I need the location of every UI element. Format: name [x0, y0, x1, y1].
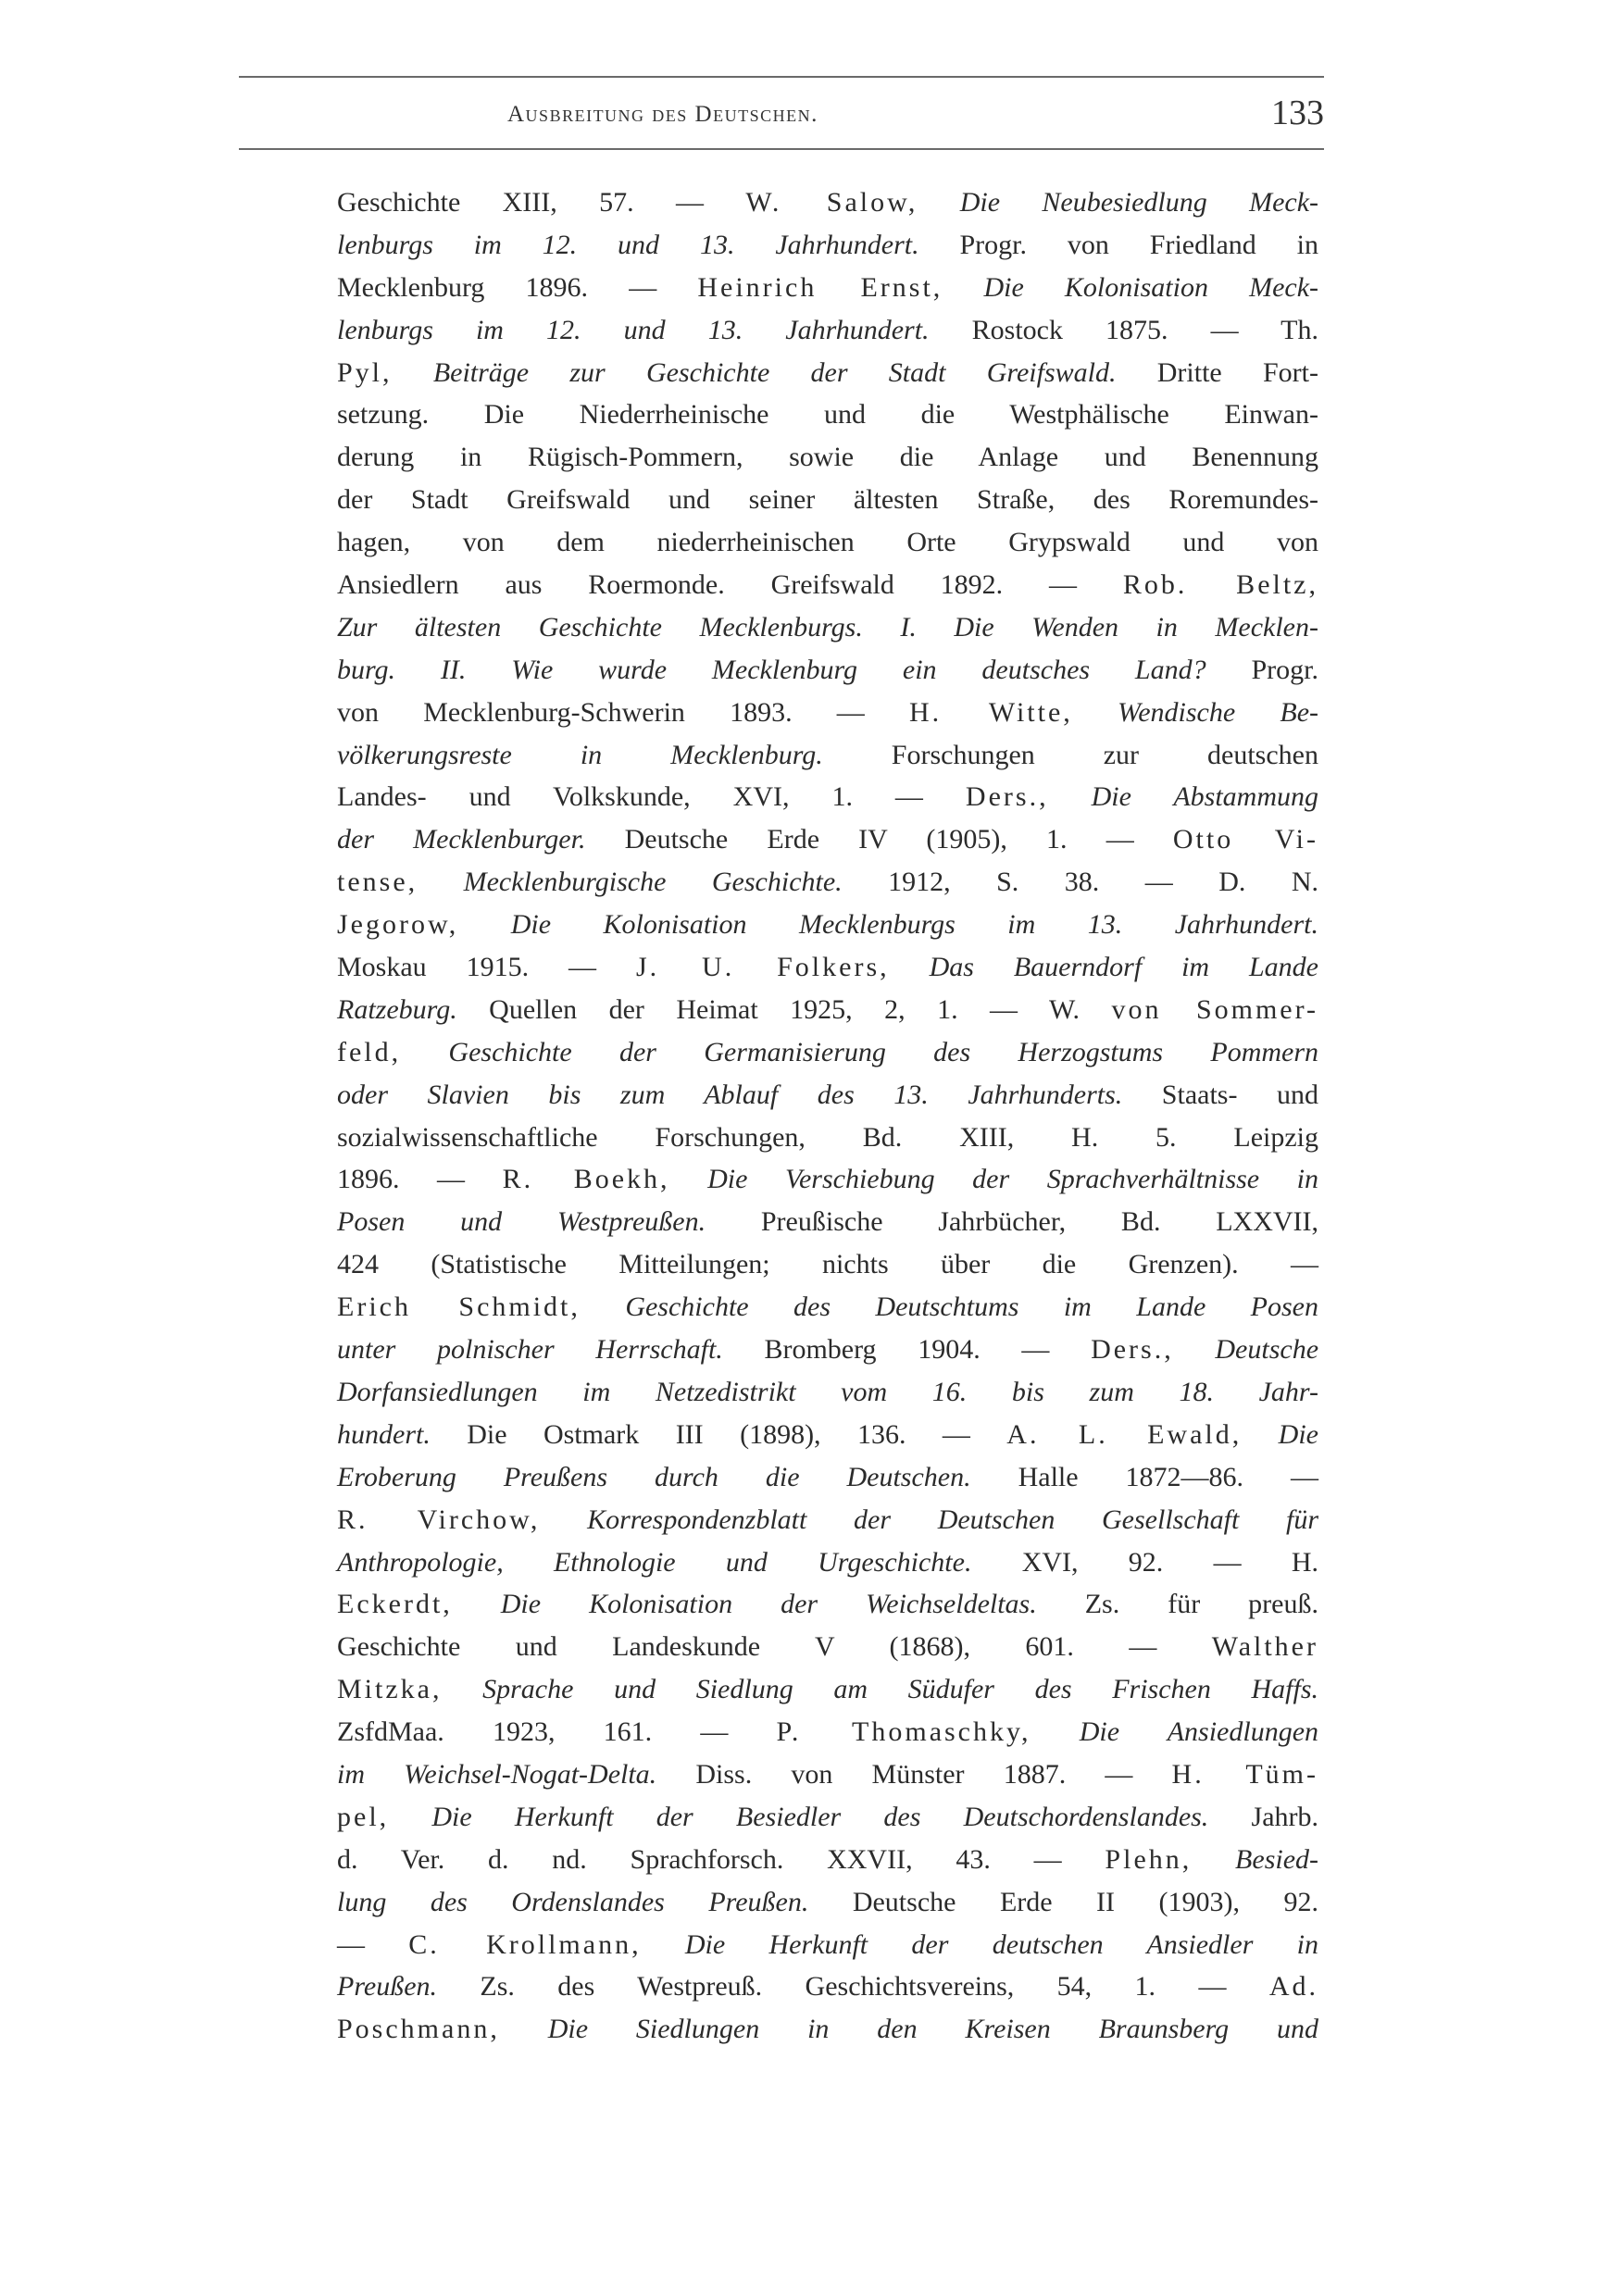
author-name-segment: Erich Schmidt, — [337, 1292, 581, 1323]
italic-title-segment: Die Ansiedlungen — [1079, 1716, 1319, 1748]
text-segment: Dritte Fort- — [1116, 356, 1318, 388]
italic-title-segment: Die Abstammung — [1091, 781, 1318, 813]
text-line — [337, 479, 1318, 521]
text-line — [337, 224, 1318, 267]
text-segment — [453, 1589, 501, 1619]
italic-title-segment: Deutsche — [1215, 1334, 1319, 1366]
header-rule-top — [239, 76, 1324, 78]
header-rule-bottom — [239, 148, 1324, 150]
text-segment — [442, 1674, 482, 1704]
author-name-segment: H. Tüm- — [1171, 1758, 1318, 1790]
text-segment: setzung. Die Niederrheinische und die Westphälische Einwan- — [337, 399, 1318, 430]
author-name-segment: W. Salow, — [745, 187, 918, 218]
text-line — [337, 1965, 1318, 2008]
italic-title-segment: Besied- — [1235, 1843, 1319, 1875]
text-segment: Rostock 1875. — Th. — [929, 314, 1318, 345]
italic-title-segment: Die Kolonisation Meck- — [983, 271, 1319, 303]
text-segment: Die Ostmark III (1898), 136. — — [430, 1418, 1007, 1450]
italic-title-segment: Geschichte des Deutschtums im Lande Posen — [625, 1292, 1318, 1323]
italic-title-segment: Sprache und Siedlung am Südufer des Frischen Haffs. — [482, 1674, 1319, 1705]
text-segment — [581, 1292, 625, 1322]
text-line — [337, 861, 1318, 904]
author-name-segment: Ders., — [965, 781, 1049, 813]
text-segment — [918, 187, 959, 218]
text-segment: Zs. für preuß. — [1036, 1589, 1318, 1620]
text-line — [337, 1117, 1318, 1159]
italic-title-segment: Anthropologie, Ethnologie und Urgeschichte. — [337, 1546, 972, 1578]
text-segment — [642, 1929, 685, 1960]
author-name-segment: C. Krollmann, — [408, 1928, 642, 1960]
text-line — [337, 989, 1318, 1031]
italic-title-segment: völkerungsreste in Mecklenburg. — [337, 739, 823, 770]
italic-title-segment: Preußen. — [337, 1971, 438, 2003]
text-line — [337, 1456, 1318, 1499]
author-name-segment: Eckerdt, — [337, 1589, 453, 1620]
text-segment: Staats- und — [1122, 1079, 1318, 1110]
text-segment: Deutsche Erde IV (1905), 1. — — [585, 824, 1173, 855]
italic-title-segment: Die Siedlungen in den Kreisen Braunsberg und — [547, 2014, 1319, 2045]
italic-title-segment: Beiträge zur Geschichte der Stadt Greifswald. — [432, 356, 1117, 388]
author-name-segment: Jegorow, — [337, 909, 459, 941]
text-line — [337, 946, 1318, 989]
italic-title-segment: Posen und Westpreußen. — [337, 1206, 706, 1238]
text-line — [337, 1158, 1318, 1201]
text-segment: Deutsche Erde II (1903), 92. — [808, 1886, 1318, 1917]
italic-title-segment: unter polnischer Herrschaft. — [337, 1334, 723, 1366]
italic-title-segment: im Weichsel-Nogat-Delta. — [337, 1758, 657, 1790]
text-line — [337, 267, 1318, 309]
text-segment — [393, 357, 433, 388]
text-segment: Quellen der Heimat 1925, 2, 1. — W. — [456, 993, 1112, 1025]
text-segment — [500, 2014, 548, 2044]
text-segment — [1242, 1419, 1278, 1450]
text-line — [337, 1499, 1318, 1541]
italic-title-segment: Eroberung Preußens durch die Deutschen. — [337, 1461, 971, 1492]
text-segment — [1192, 1844, 1235, 1875]
italic-title-segment: lung des Ordenslandes Preußen. — [337, 1886, 809, 1917]
page-number: 133 — [1271, 94, 1324, 132]
author-name-segment: Pyl, — [337, 356, 393, 388]
author-name-segment: pel, — [337, 1801, 390, 1832]
text-segment: XVI, 92. — H. — [971, 1546, 1318, 1578]
author-name-segment: Walther — [1211, 1631, 1318, 1663]
text-line — [337, 1329, 1318, 1371]
author-name-segment: Poschmann, — [337, 2014, 500, 2045]
italic-title-segment: Die Verschiebung der Sprachverhältnisse in — [707, 1164, 1319, 1195]
text-segment — [401, 1037, 448, 1067]
italic-title-segment: Die Herkunft der Besiedler des Deutschordenslandes. — [431, 1801, 1209, 1832]
text-segment: Geschichte XIII, 57. — — [337, 187, 746, 218]
author-name-segment: A. L. Ewald, — [1006, 1418, 1243, 1450]
text-line — [337, 734, 1318, 777]
text-segment: 1896. — — [337, 1164, 503, 1195]
text-line — [337, 1201, 1318, 1243]
text-segment: Forschungen zur deutschen — [822, 739, 1318, 770]
text-segment: Bromberg 1904. — — [722, 1334, 1092, 1366]
author-name-segment: P. Thomaschky, — [776, 1716, 1031, 1748]
author-name-segment: H. Witte, — [909, 696, 1073, 728]
text-segment — [943, 272, 983, 303]
text-segment: — — [337, 1928, 409, 1960]
author-name-segment: J. U. Folkers, — [635, 952, 890, 983]
text-line — [337, 692, 1318, 734]
italic-title-segment: Die Herkunft der deutschen Ansiedler in — [684, 1928, 1319, 1960]
italic-title-segment: lenburgs im 12. und 13. Jahrhundert. — [337, 229, 919, 260]
text-line — [337, 1924, 1318, 1966]
author-name-segment: Mitzka, — [337, 1674, 443, 1705]
text-segment — [1049, 781, 1092, 812]
text-line — [337, 649, 1318, 692]
italic-title-segment: Die Kolonisation der Weichseldeltas. — [500, 1589, 1037, 1620]
italic-title-segment: burg. II. Wie wurde Mecklenburg ein deutsches Land? — [337, 654, 1206, 685]
running-title: Ausbreitung des Deutschen. — [507, 102, 818, 127]
running-head — [239, 93, 1324, 148]
italic-title-segment: der Mecklenburger. — [337, 824, 586, 855]
text-segment: derung in Rügisch-Pommern, sowie die Anlage und Benennung — [337, 442, 1318, 473]
text-line — [337, 1541, 1318, 1584]
text-line — [337, 2008, 1318, 2051]
text-line — [337, 309, 1318, 352]
text-segment: Progr. von Friedland in — [918, 229, 1318, 260]
italic-title-segment: Die — [1278, 1418, 1318, 1450]
text-segment: 424 (Statistische Mitteilungen; nichts über die Grenzen). — — [337, 1249, 1318, 1280]
italic-title-segment: Zur ältesten Geschichte Mecklenburgs. I. Die Wenden in Mecklen- — [337, 611, 1318, 643]
italic-title-segment: Das Bauerndorf im Lande — [929, 952, 1318, 983]
italic-title-segment: Die Kolonisation Mecklenburgs im 13. Jahrhundert. — [510, 909, 1319, 941]
author-name-segment: feld, — [337, 1036, 402, 1067]
italic-title-segment: hundert. — [337, 1418, 431, 1450]
text-segment: sozialwissenschaftliche Forschungen, Bd. XIII, H. 5. Leipzig — [337, 1121, 1318, 1153]
italic-title-segment: Wendische Be- — [1117, 696, 1319, 728]
author-name-segment: tense, — [337, 867, 418, 898]
author-name-segment: von Sommer- — [1111, 993, 1318, 1025]
text-line — [337, 1031, 1318, 1074]
bibliography-paragraph — [337, 181, 1318, 2051]
text-line — [337, 521, 1318, 564]
text-segment: Jahrb. — [1208, 1801, 1318, 1832]
text-line — [337, 1286, 1318, 1329]
text-segment: Preußische Jahrbücher, Bd. LXXVII, — [706, 1206, 1319, 1238]
text-segment: Ansiedlern aus Roermonde. Greifswald 1892. — — [337, 569, 1123, 601]
text-segment: Mecklenburg 1896. — — [337, 271, 698, 303]
text-segment: Moskau 1915. — — [337, 952, 636, 983]
text-segment — [418, 867, 463, 897]
text-line — [337, 1414, 1318, 1456]
author-name-segment: R. Boekh, — [502, 1164, 670, 1195]
author-name-segment: Rob. Beltz, — [1122, 569, 1318, 601]
text-segment: Progr. — [1206, 654, 1319, 685]
text-line — [337, 1668, 1318, 1711]
italic-title-segment: Geschichte der Germanisierung des Herzogstums Pommern — [448, 1036, 1319, 1067]
author-name-segment: Otto Vi- — [1172, 824, 1318, 855]
text-line — [337, 606, 1318, 649]
text-line — [337, 1711, 1318, 1753]
text-segment: Landes- und Volkskunde, XVI, 1. — — [337, 781, 966, 813]
text-line — [337, 393, 1318, 436]
italic-title-segment: Die Neubesiedlung Meck- — [959, 187, 1319, 218]
text-segment — [540, 1504, 587, 1535]
author-name-segment: Ders., — [1091, 1334, 1174, 1366]
italic-title-segment: Ratzeburg. — [337, 993, 457, 1025]
text-segment: von Mecklenburg-Schwerin 1893. — — [337, 696, 910, 728]
italic-title-segment: oder Slavien bis zum Ablauf des 13. Jahrhunderts. — [337, 1079, 1123, 1110]
text-line — [337, 1796, 1318, 1839]
text-line — [337, 1881, 1318, 1924]
text-line — [337, 436, 1318, 479]
text-segment: d. Ver. d. nd. Sprachforsch. XXVII, 43. — — [337, 1843, 1106, 1875]
italic-title-segment: Mecklenburgische Geschichte. — [463, 867, 843, 898]
author-name-segment: Heinrich Ernst, — [697, 271, 943, 303]
text-segment: der Stadt Greifswald und seiner ältesten Straße, des Roremundes- — [337, 484, 1318, 516]
text-line — [337, 1243, 1318, 1286]
text-segment: Diss. von Münster 1887. — — [656, 1758, 1172, 1790]
text-segment — [670, 1164, 708, 1194]
text-segment: Geschichte und Landeskunde V (1868), 601. — — [337, 1631, 1212, 1663]
text-segment: ZsfdMaa. 1923, 161. — — [337, 1716, 777, 1748]
text-line — [337, 776, 1318, 818]
text-segment — [389, 1802, 431, 1832]
text-segment — [890, 952, 930, 982]
author-name-segment: Ad. — [1268, 1971, 1318, 2003]
text-segment — [458, 909, 510, 940]
author-name-segment: Plehn, — [1105, 1843, 1193, 1875]
text-line — [337, 1626, 1318, 1668]
italic-title-segment: Korrespondenzblatt der Deutschen Gesellschaft für — [587, 1504, 1319, 1535]
italic-title-segment: Dorfansiedlungen im Netzedistrikt vom 16. bis zum 18. Jahr- — [337, 1376, 1318, 1407]
italic-title-segment: lenburgs im 12. und 13. Jahrhundert. — [337, 314, 930, 345]
text-segment: Zs. des Westpreuß. Geschichtsvereins, 54, 1. — — [437, 1971, 1269, 2003]
text-line — [337, 1074, 1318, 1117]
text-segment — [1073, 697, 1118, 728]
text-line — [337, 1371, 1318, 1414]
text-segment — [1174, 1334, 1216, 1365]
text-segment: hagen, von dem niederrheinischen Orte Grypswald und von — [337, 527, 1318, 558]
text-line — [337, 1839, 1318, 1881]
text-line — [337, 564, 1318, 606]
text-line — [337, 818, 1318, 861]
text-segment — [1031, 1716, 1080, 1747]
text-line — [337, 904, 1318, 946]
text-segment: 1912, S. 38. — D. N. — [842, 867, 1319, 898]
text-line — [337, 352, 1318, 394]
author-name-segment: R. Virchow, — [337, 1504, 541, 1535]
text-line — [337, 1583, 1318, 1626]
text-segment: Halle 1872—86. — — [970, 1461, 1319, 1492]
text-line — [337, 1753, 1318, 1796]
text-line — [337, 181, 1318, 224]
